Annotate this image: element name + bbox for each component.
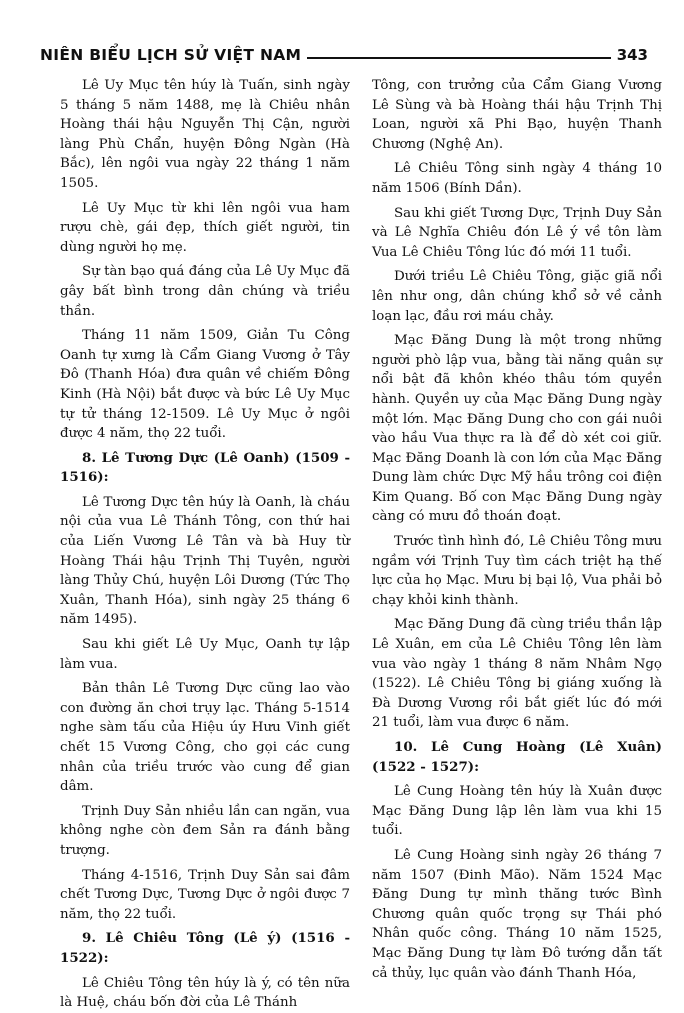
paragraph: Lê Uy Mục từ khi lên ngôi vua ham rượu chè, gái đẹp, thích giết người, tin dùng người họ mẹ.	[60, 200, 350, 255]
header-rule	[307, 57, 610, 59]
right-column	[372, 76, 662, 981]
paragraph: Trước tình hình đó, Lê Chiêu Tông mưu ngầm với Trịnh Tuy tìm cách triệt hạ thế lực của họ Mạc. Mưu bị bại lộ, Vua phải bỏ chạy khỏi kinh thành.	[372, 534, 662, 608]
paragraph: Lê Chiêu Tông sinh ngày 4 tháng 10 năm 1506 (Bính Dần).	[372, 161, 662, 196]
paragraph: Tháng 4-1516, Trịnh Duy Sản sai đâm chết Tương Dực, Tương Dực ở ngôi được 7 năm, thọ 22 tuổi.	[60, 867, 350, 922]
running-header	[40, 42, 648, 64]
paragraph: Lê Cung Hoàng tên húy là Xuân được Mạc Đăng Dung lập lên làm vua khi 15 tuổi.	[372, 784, 662, 839]
left-column	[60, 76, 350, 1011]
paragraph: Mạc Đăng Dung đã cùng triều thần lập Lê Xuân, em của Lê Chiêu Tông lên làm vua vào ngày 1 tháng 8 năm Nhâm Ngọ (1522). Lê Chiêu Tông bị giáng xuống là Đà Dương Vương rồi bắt giết lúc đó mới 21 tuổi, làm vua được 6 năm.	[372, 617, 662, 731]
paragraph: Lê Cung Hoàng sinh ngày 26 tháng 7 năm 1507 (Đinh Mão). Năm 1524 Mạc Đăng Dung tự mình thăng tước Bình Chương quân quốc trọng sự Thái phó Nhân quốc công. Tháng 10 năm 1525, Mạc Đăng Dung tự làm Đô tướng dẫn tất cả thủy, lục quân vào đánh Thanh Hóa,	[372, 847, 662, 981]
paragraph: Sau khi giết Lê Uy Mục, Oanh tự lập làm vua.	[60, 637, 350, 672]
section-heading: 8. Lê Tương Dực (Lê Oanh) (1509 - 1516):	[60, 449, 350, 486]
paragraph: Lê Tương Dực tên húy là Oanh, là cháu nội của vua Lê Thánh Tông, con thứ hai của Liến Vương Lê Tân và bà Huy từ Hoàng Thái hậu Trịnh Thị Tuyên, người làng Thủy Chú, huyện Lôi Dương (Tức Thọ Xuân, Thanh Hóa), sinh ngày 25 tháng 6 năm 1495).	[60, 494, 350, 628]
section-heading: 10. Lê Cung Hoàng (Lê Xuân) (1522 - 1527):	[372, 739, 662, 775]
paragraph: Trịnh Duy Sản nhiều lần can ngăn, vua không nghe còn đem Sản ra đánh bằng trượng.	[60, 803, 350, 858]
paragraph: Bản thân Lê Tương Dực cũng lao vào con đường ăn chơi trụy lạc. Tháng 5-1514 nghe sàm tấu của Hiệu úy Hưu Vinh giết chết 15 Vương Công, cho gọi các cung nhân của triều trước vào cung để gian dâm.	[60, 681, 350, 795]
paragraph: Lê Chiêu Tông tên húy là ý, có tên nữa là Huệ, cháu bốn đời của Lê Thánh	[60, 975, 350, 1011]
paragraph: Sự tàn bạo quá đáng của Lê Uy Mục đã gây bất bình trong dân chúng và triều thần.	[60, 264, 350, 319]
page-number: 343	[616, 46, 648, 64]
header-title: NIÊN BIỂU LỊCH SỬ VIỆT NAM	[40, 46, 302, 64]
paragraph-continued: Tông, con trưởng của Cẩm Giang Vương Lê Sùng và bà Hoàng thái hậu Trịnh Thị Loan, người xã Phi Bạo, huyện Thanh Chương (Nghệ An).	[372, 78, 662, 152]
paragraph: Dưới triều Lê Chiêu Tông, giặc giã nổi lên như ong, dân chúng khổ sở về cảnh loạn lạc, đầu rơi máu chảy.	[372, 269, 662, 324]
paragraph: Tháng 11 năm 1509, Giản Tu Công Oanh tự xưng là Cẩm Giang Vương ở Tây Đô (Thanh Hóa) đưa quân về chiếm Đông Kinh (Hà Nội) bắt được và bức Lê Uy Mục tự tử tháng 12-1509. Lê Uy Mục ở ngôi được 4 năm, thọ 22 tuổi.	[60, 328, 350, 442]
paragraph: Mạc Đăng Dung là một trong những người phò lập vua, bằng tài năng quân sự nổi bật đã khôn khéo thâu tóm quyền hành. Quyền uy của Mạc Đăng Dung ngày một lớn. Mạc Đăng Dung cho con gái nuôi vào hầu Vua thực ra là để dò xét coi giữ. Mạc Đăng Doanh là con lớn của Mạc Đăng Dung làm chức Dực Mỹ hầu trông coi điện Kim Quang. Bố con Mạc Đăng Dung ngày càng có mưu đồ thoán đoạt.	[372, 333, 662, 525]
paragraph: Lê Uy Mục tên húy là Tuấn, sinh ngày 5 tháng 5 năm 1488, mẹ là Chiêu nhân Hoàng thái hậu Nguyễn Thị Cận, người làng Phù Chẩn, huyện Đông Ngàn (Hà Bắc), lên ngôi vua ngày 22 tháng 1 năm 1505.	[60, 78, 350, 191]
paragraph: Sau khi giết Tương Dực, Trịnh Duy Sản và Lê Nghĩa Chiêu đón Lê ý về tôn làm Vua Lê Chiêu Tông lúc đó mới 11 tuổi.	[372, 205, 662, 260]
section-heading: 9. Lê Chiêu Tông (Lê ý) (1516 - 1522):	[60, 930, 350, 966]
text-columns	[60, 76, 662, 1011]
